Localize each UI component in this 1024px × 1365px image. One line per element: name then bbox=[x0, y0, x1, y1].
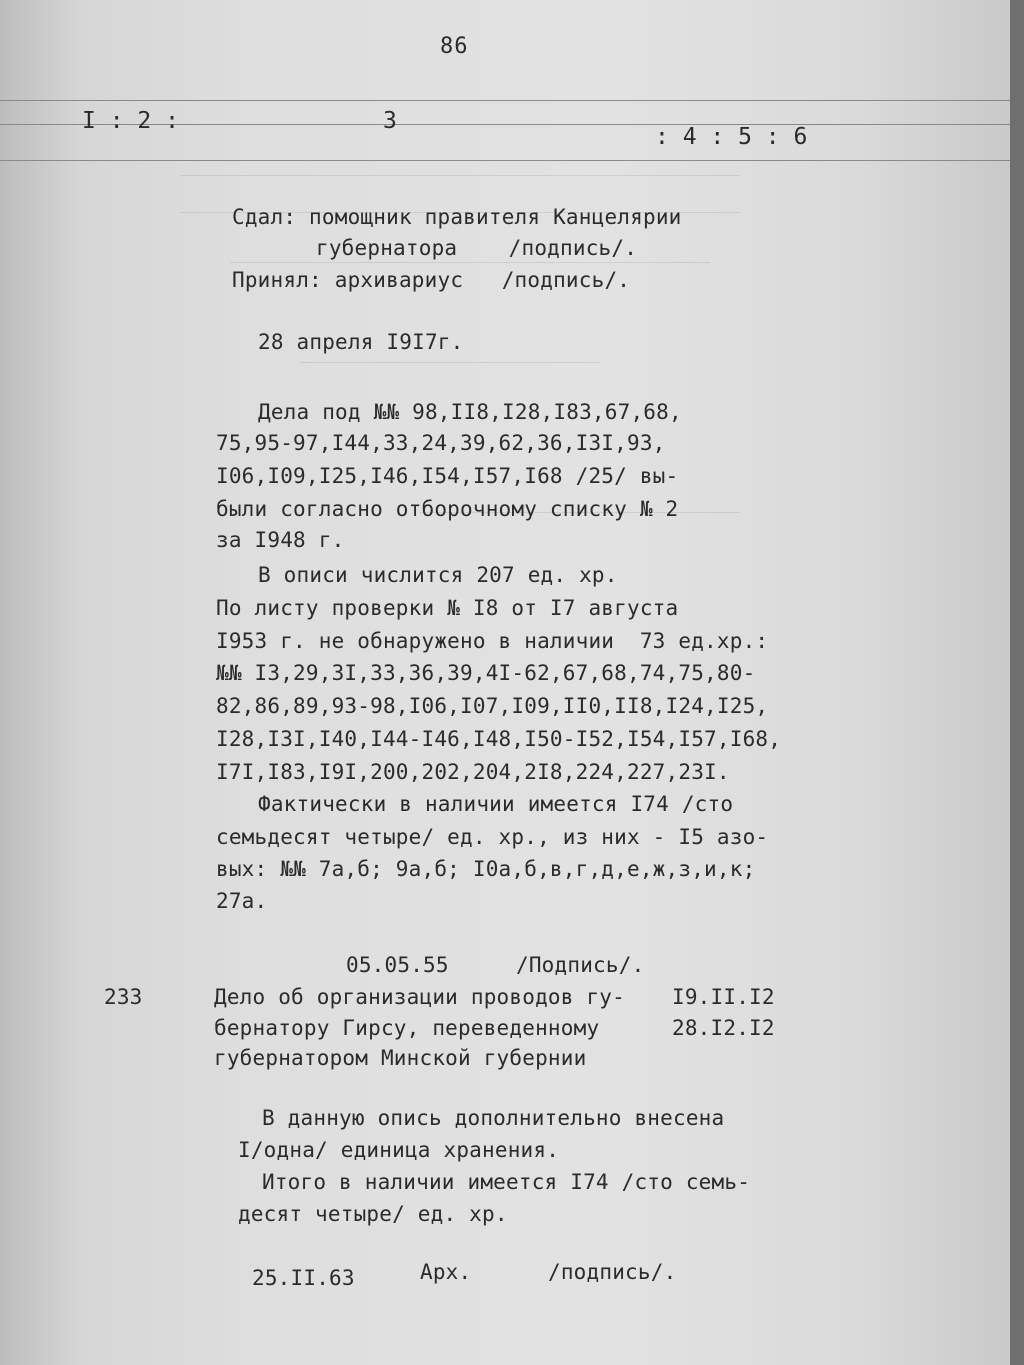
addition-note-line-1: В данную опись дополнительно внесена bbox=[262, 1106, 725, 1130]
removed-cases-line-5: за I948 г. bbox=[216, 528, 345, 552]
actual-presence-line-2: семьдесят четыре/ ед. хр., из них - I5 азо- bbox=[216, 825, 769, 849]
actual-presence-line-1: Фактически в наличии имеется I74 /сто bbox=[258, 792, 734, 816]
final-signature-date: 25.II.63 bbox=[252, 1266, 355, 1290]
removed-cases-line-1: Дела под №№ 98,II8,I28,I83,67,68, bbox=[258, 400, 682, 424]
removed-cases-line-4: были согласно отборочному списку № 2 bbox=[216, 497, 679, 521]
header-rule-bottom bbox=[0, 160, 1010, 161]
next-page-edge bbox=[1010, 0, 1024, 1365]
page-number: 86 bbox=[440, 34, 469, 59]
inventory-check-line-1: В описи числится 207 ед. хр. bbox=[258, 563, 618, 587]
signature-1955-date: 05.05.55 bbox=[346, 953, 449, 977]
column-headers-left: I : 2 : bbox=[82, 108, 179, 134]
entry-233-number: 233 bbox=[104, 985, 143, 1009]
bleed-through-line bbox=[300, 362, 600, 363]
inventory-check-line-7: I7I,I83,I9I,200,202,204,2I8,224,227,23I. bbox=[216, 760, 730, 784]
actual-presence-line-4: 27а. bbox=[216, 889, 268, 913]
addition-note-line-2: I/одна/ единица хранения. bbox=[238, 1138, 560, 1162]
column-header-3: 3 bbox=[383, 108, 397, 134]
addition-note-line-3: Итого в наличии имеется I74 /сто семь- bbox=[262, 1170, 751, 1194]
addition-note-line-4: десят четыре/ ед. хр. bbox=[238, 1202, 508, 1226]
inventory-check-line-5: 82,86,89,93-98,I06,I07,I09,II0,II8,I24,I25, bbox=[216, 694, 769, 718]
inventory-check-line-2: По листу проверки № I8 от I7 августа bbox=[216, 596, 679, 620]
inventory-check-line-3: I953 г. не обнаружено в наличии 73 ед.хр.: bbox=[216, 629, 769, 653]
transfer-line-1: Сдал: помощник правителя Канцелярии bbox=[232, 205, 682, 229]
inventory-check-line-4: №№ I3,29,3I,33,36,39,4I-62,67,68,74,75,80- bbox=[216, 661, 756, 685]
signature-1955-sign: /Подпись/. bbox=[516, 953, 645, 977]
removed-cases-line-3: I06,I09,I25,I46,I54,I57,I68 /25/ вы- bbox=[216, 464, 679, 488]
entry-233-title-line-1: Дело об организации проводов гу- bbox=[214, 985, 625, 1009]
inventory-check-line-6: I28,I3I,I40,I44-I46,I48,I50-I52,I54,I57,I68, bbox=[216, 727, 782, 751]
removed-cases-line-2: 75,95-97,I44,33,24,39,62,36,I3I,93, bbox=[216, 431, 666, 455]
entry-233-date-start: I9.II.I2 bbox=[672, 985, 775, 1009]
entry-233-title-line-2: бернатору Гирсу, переведенному bbox=[214, 1016, 600, 1040]
actual-presence-line-3: вых: №№ 7а,б; 9а,б; I0а,б,в,г,д,е,ж,з,и,к; bbox=[216, 857, 756, 881]
entry-233-title-line-3: губернатором Минской губернии bbox=[214, 1046, 587, 1070]
bleed-through-line bbox=[230, 262, 710, 263]
final-signature-sign: /подпись/. bbox=[548, 1260, 677, 1284]
bleed-through-line bbox=[180, 175, 740, 176]
final-signature-role: Арх. bbox=[420, 1260, 472, 1284]
date-1917: 28 апреля I9I7г. bbox=[258, 330, 464, 354]
column-headers-right: : 4 : 5 : 6 bbox=[655, 124, 808, 150]
header-rule-top bbox=[0, 100, 1010, 101]
transfer-line-2: губернатора /подпись/. bbox=[316, 236, 638, 260]
entry-233-date-end: 28.I2.I2 bbox=[672, 1016, 775, 1040]
transfer-line-3: Принял: архивариус /подпись/. bbox=[232, 268, 631, 292]
